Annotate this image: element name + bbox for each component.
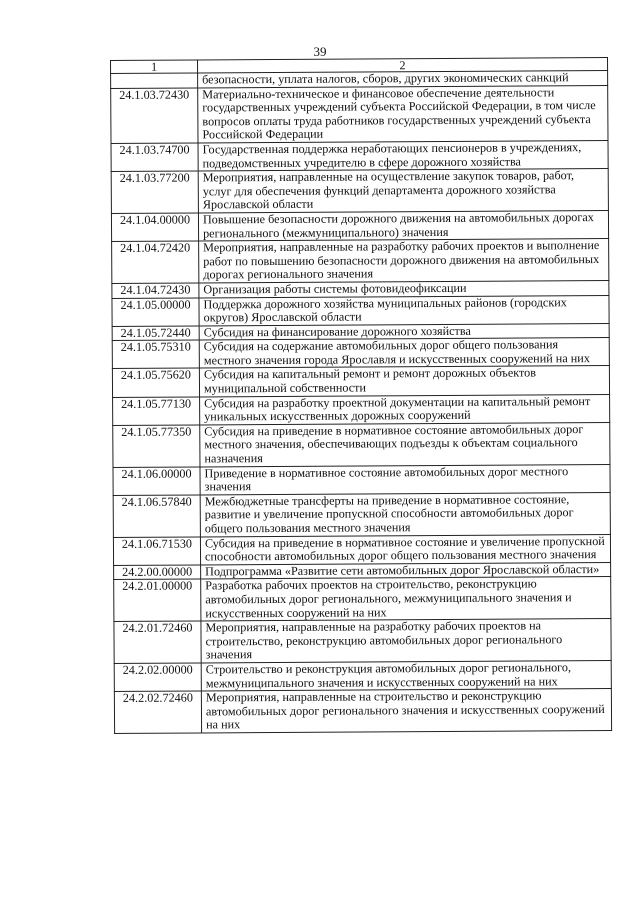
row-code: 24.1.05.77350 bbox=[113, 425, 200, 467]
table-row bbox=[113, 422, 610, 467]
row-code: 24.1.06.71530 bbox=[113, 537, 200, 566]
row-code: 24.1.04.72430 bbox=[112, 283, 199, 298]
table-row bbox=[113, 492, 610, 537]
table-row bbox=[113, 534, 610, 565]
row-code: 24.2.01.00000 bbox=[114, 579, 201, 621]
row-code: 24.2.02.00000 bbox=[114, 663, 201, 692]
row-code bbox=[111, 73, 198, 88]
table-row bbox=[111, 210, 608, 241]
table-row bbox=[112, 366, 609, 397]
row-description: Субсидия на капитальный ремонт и ремонт дорожных объектов муниципальной собственности bbox=[199, 366, 609, 397]
table-row bbox=[114, 660, 611, 691]
row-code: 24.1.03.77200 bbox=[111, 171, 198, 213]
row-description: Мероприятия, направленные на разработку рабочих проектов и выполнение работ по повышению безопасности дорожного движения на автомобильных дорогах регионального значения bbox=[199, 239, 609, 283]
row-description: безопасности, уплата налогов, сборов, других экономических санкций bbox=[198, 70, 608, 87]
row-description: Субсидия на разработку проектной документации на капитальный ремонт уникальных искусственных дорожных сооружений bbox=[200, 394, 610, 425]
table-row bbox=[112, 295, 609, 326]
row-description: Государственная поддержка неработающих пенсионеров в учреждениях, подведомственных учредителю в сфере дорожного хозяйства bbox=[198, 140, 608, 171]
table-row bbox=[114, 619, 611, 664]
table-row bbox=[112, 239, 609, 284]
row-description: Субсидия на приведение в нормативное состояние автомобильных дорог местного значения, обеспечивающих подъезды к объектам социального назначения bbox=[200, 422, 610, 466]
row-description: Разработка рабочих проектов на строительство, реконструкцию автомобильных дорог регионального, межмуниципального значения и искусственных сооружений на них bbox=[201, 577, 611, 621]
row-description: Строительство и реконструкция автомобильных дорог регионального, межмуниципального значения и искусственных сооружений на них bbox=[201, 660, 611, 691]
row-description: Субсидия на финансирование дорожного хозяйства bbox=[199, 323, 609, 340]
row-code: 24.1.03.72430 bbox=[111, 88, 198, 144]
row-code: 24.1.04.00000 bbox=[111, 213, 198, 242]
row-description: Мероприятия, направленные на разработку рабочих проектов на строительство, реконструкцию автомобильных дорог регионального значения bbox=[201, 619, 611, 663]
row-description: Мероприятия, направленные на строительство и реконструкцию автомобильных дорог регионального значения и искусственных сооружений на них bbox=[201, 689, 611, 733]
row-code: 24.1.05.00000 bbox=[112, 297, 199, 326]
row-description: Субсидия на содержание автомобильных дорог общего пользования местного значения города Ярославля и искусственных сооружений на них bbox=[199, 338, 609, 369]
row-description: Повышение безопасности дорожного движения на автомобильных дорогах регионального (межмуниципального) значения bbox=[198, 210, 608, 241]
table-row bbox=[113, 394, 610, 425]
row-description: Подпрограмма «Развитие сети автомобильных дорог Ярославской области» bbox=[201, 562, 611, 579]
page-number: 39 bbox=[313, 44, 327, 59]
row-code: 24.2.01.72460 bbox=[114, 621, 201, 663]
row-description: Поддержка дорожного хозяйства муниципальных районов (городских округов) Ярославской области bbox=[199, 295, 609, 326]
row-description: Субсидия на приведение в нормативное состояние и увеличение пропускной способности автомобильных дорог общего пользования местного значения bbox=[200, 534, 610, 565]
table-row bbox=[114, 689, 611, 734]
table-row bbox=[114, 577, 611, 622]
row-code: 24.1.06.57840 bbox=[113, 495, 200, 537]
row-code: 24.1.03.74700 bbox=[111, 143, 198, 172]
column-header-description: 2 bbox=[198, 57, 608, 73]
row-code: 24.1.06.00000 bbox=[113, 467, 200, 496]
row-code: 24.1.05.75310 bbox=[112, 340, 199, 369]
budget-classification-table bbox=[110, 57, 612, 734]
row-description: Материально-техническое и финансовое обеспечение деятельности государственных учреждений субъекта Российской Федерации, в том числе вопросов оплаты труда работников государственных учреждений субъекта Российской Федерации bbox=[198, 85, 608, 143]
row-description: Межбюджетные трансферты на приведение в нормативное состояние, развитие и увеличение пропускной способности автомобильных дорог общего пользования местного значения bbox=[200, 492, 610, 536]
row-code: 24.1.05.77130 bbox=[113, 397, 200, 426]
table-row bbox=[112, 338, 609, 369]
table-row bbox=[113, 464, 610, 495]
column-header-code: 1 bbox=[111, 60, 198, 74]
row-code: 24.1.04.72420 bbox=[112, 241, 199, 283]
row-code: 24.2.02.72460 bbox=[114, 691, 201, 733]
table-row bbox=[111, 169, 608, 214]
row-description: Организация работы системы фотовидеофиксации bbox=[199, 280, 609, 297]
table-row bbox=[111, 140, 608, 171]
row-code: 24.1.05.72440 bbox=[112, 326, 199, 341]
table-row bbox=[111, 85, 608, 143]
row-description: Мероприятия, направленные на осуществление закупок товаров, работ, услуг для обеспечения функций департамента дорожного хозяйства Ярославской области bbox=[198, 169, 608, 213]
row-description: Приведение в нормативное состояние автомобильных дорог местного значения bbox=[200, 464, 610, 495]
row-code: 24.2.00.00000 bbox=[114, 565, 201, 580]
row-code: 24.1.05.75620 bbox=[112, 368, 199, 397]
